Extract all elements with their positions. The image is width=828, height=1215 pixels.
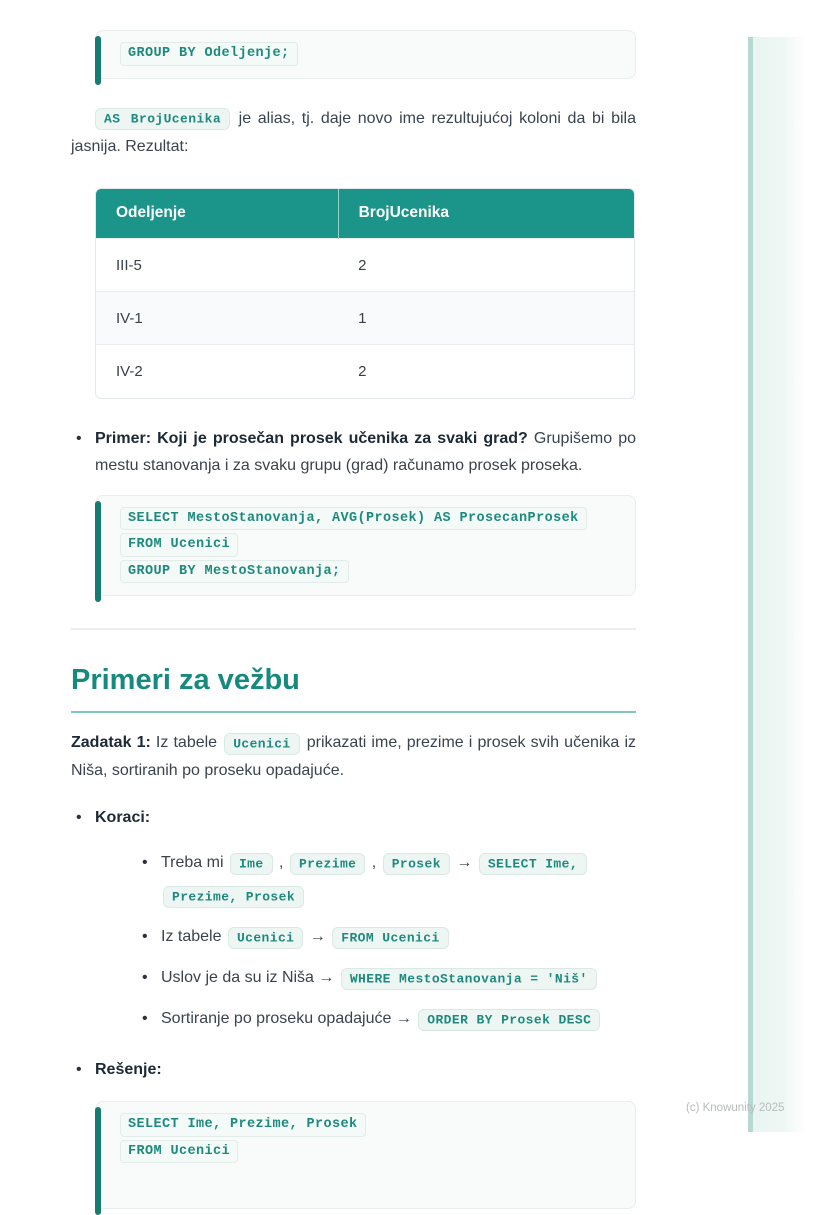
alias-paragraph — [71, 105, 636, 160]
koraci-step — [144, 921, 636, 954]
table-row — [96, 345, 634, 398]
section-divider — [71, 628, 636, 630]
sql-code-text: GROUP BY Odeljenje; — [120, 42, 298, 66]
inline-code-chip: FROM Ucenici — [332, 927, 448, 949]
code-block-solution — [95, 1101, 636, 1209]
sql-code-text: SELECT Ime, Prezime, Prosek — [120, 1113, 366, 1137]
code-line — [120, 560, 617, 584]
side-accent-bar — [748, 37, 806, 1132]
koraci-list — [71, 804, 636, 1083]
text-segment: Grupišemo po mestu stanovanja i za svaku grupu (grad) računamo prosek proseka. — [95, 429, 636, 474]
text-segment: , — [274, 854, 288, 872]
table-cell: III-5 — [96, 239, 338, 292]
section-title: Primeri za vežbu — [71, 664, 636, 713]
sql-code-text: GROUP BY MestoStanovanja; — [120, 560, 349, 584]
inline-code-chip: WHERE MestoStanovanja = 'Niš' — [341, 968, 597, 990]
inline-code-chip: Ucenici — [228, 927, 303, 949]
text-segment: Uslov je da su iz Niša → — [161, 969, 339, 987]
primer-list — [71, 425, 636, 479]
table-cell: 1 — [338, 292, 634, 345]
sql-code-text: SELECT MestoStanovanja, AVG(Prosek) AS ProsecanProsek — [120, 507, 587, 531]
code-block-accent-bar — [95, 36, 101, 85]
primer-bullet — [71, 425, 636, 479]
text-segment: Iz tabele — [150, 734, 223, 752]
text-segment: → — [451, 854, 477, 872]
table-row — [96, 292, 634, 345]
code-block-accent-bar — [95, 501, 101, 603]
inline-code-chip: Prosek — [383, 853, 450, 875]
text-segment: Primer: Koji je prosečan prosek učenika za svaki grad? — [95, 429, 528, 447]
table-row — [96, 239, 634, 292]
code-line — [120, 507, 617, 531]
code-block-avg — [95, 495, 636, 597]
text-segment: Iz tabele — [161, 928, 226, 946]
code-line — [120, 533, 617, 557]
table-header-brojucenika: BrojUcenika — [338, 189, 634, 239]
copyright-watermark: (c) Knowunity 2025 — [686, 1102, 785, 1114]
table-cell: IV-1 — [96, 292, 338, 345]
table-header-odeljenje: Odeljenje — [96, 189, 338, 239]
text-segment: prikazati ime, prezime i prosek svih učenika iz Niša, sortiranih po proseku opadajuće. — [71, 734, 636, 780]
text-segment: Zadatak 1: — [71, 734, 151, 752]
koraci-label: Koraci: — [95, 809, 151, 827]
resenje-label: Rešenje: — [95, 1061, 162, 1079]
code-line — [120, 1113, 617, 1137]
code-block-accent-bar — [95, 1107, 101, 1215]
text-segment: , — [367, 854, 381, 872]
inline-code-chip: Ime — [230, 853, 273, 875]
result-table — [95, 188, 635, 399]
koraci-step — [144, 962, 636, 995]
resenje-bullet — [71, 1056, 636, 1083]
text-segment: Sortiranje po proseku opadajuće → — [161, 1010, 417, 1028]
document-content — [71, 0, 636, 1209]
table-header-row — [96, 189, 634, 239]
table-cell: 2 — [338, 239, 634, 292]
inline-code-chip: SELECT Ime, Prezime, Prosek — [163, 853, 587, 908]
code-line — [120, 1140, 617, 1164]
code-block-groupby — [95, 30, 636, 79]
inline-code-chip: Prezime — [290, 853, 365, 875]
inline-code-chip: AS BrojUcenika — [95, 108, 230, 130]
inline-code-chip: Ucenici — [224, 733, 299, 755]
sql-code-text: FROM Ucenici — [120, 533, 238, 557]
text-segment: je alias, tj. daje novo ime rezultujućoj koloni da bi bila jasnija. Rezultat: — [71, 109, 637, 155]
koraci-steps — [144, 847, 636, 1036]
inline-code-chip: ORDER BY Prosek DESC — [418, 1009, 600, 1031]
table-cell: 2 — [338, 345, 634, 398]
koraci-bullet — [71, 804, 636, 1036]
koraci-step — [144, 847, 636, 913]
code-line — [120, 42, 617, 66]
zadatak-paragraph — [71, 729, 636, 784]
koraci-step — [144, 1003, 636, 1036]
table-cell: IV-2 — [96, 345, 338, 398]
text-segment: → — [305, 928, 331, 946]
sql-code-text: FROM Ucenici — [120, 1140, 238, 1164]
text-segment: Treba mi — [161, 854, 228, 872]
